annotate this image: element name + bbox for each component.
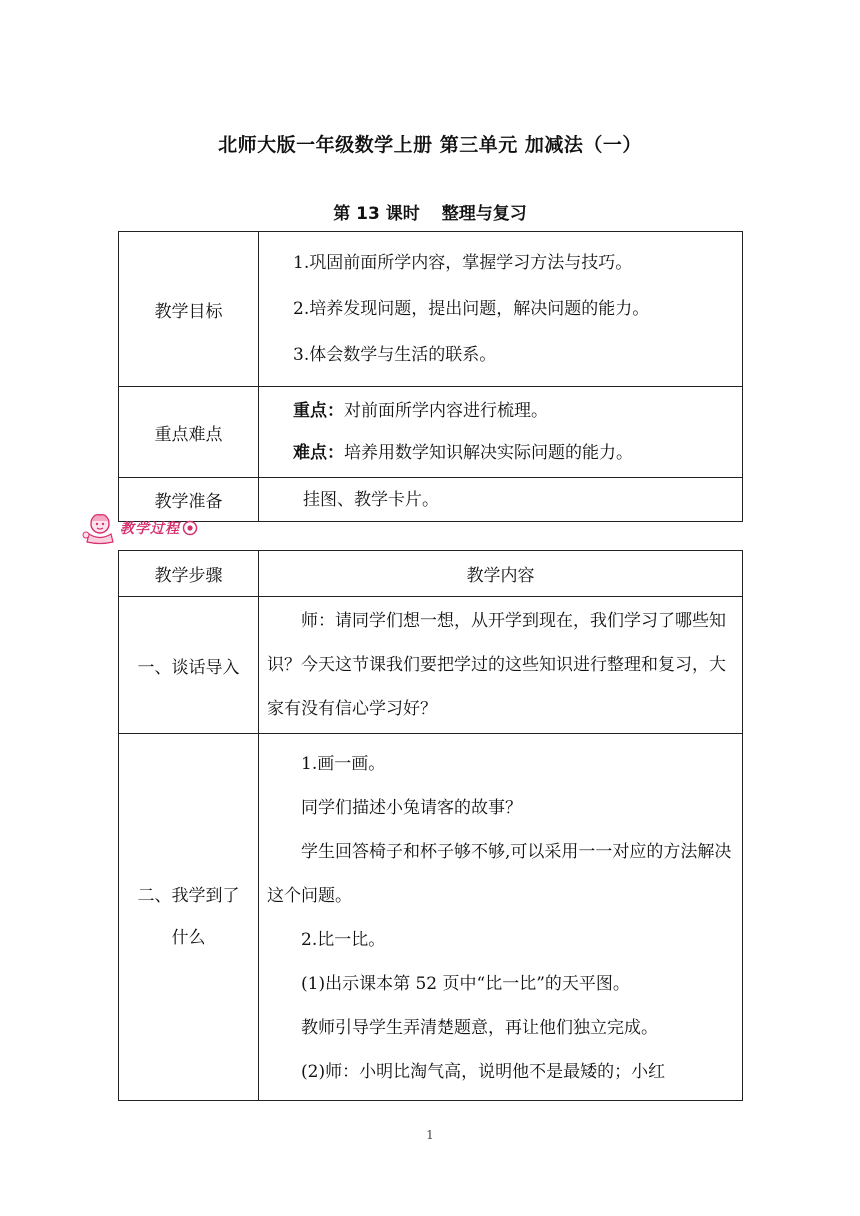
key-point-text: 对前面所学内容进行梳理。 (344, 401, 548, 421)
lesson-number: 第 13 课时 (333, 204, 420, 224)
step2-content (259, 734, 743, 1101)
goals-label: 教学目标 (119, 232, 259, 387)
step2-paragraph: 2.比一比。 (301, 930, 386, 950)
overview-table (118, 231, 743, 522)
step2-label-line2: 什么 (171, 928, 206, 948)
difficulty-point (259, 432, 738, 474)
step1-content (259, 597, 743, 734)
step1-label: 一、谈话导入 (119, 597, 259, 734)
cartoon-child-icon (80, 511, 120, 545)
step2-label (119, 734, 259, 1101)
goal-item: 3.体会数学与生活的联系。 (293, 345, 497, 365)
goals-cell (259, 232, 743, 387)
lesson-heading (0, 199, 860, 224)
goal-item: 1.巩固前面所学内容，掌握学习方法与技巧。 (293, 253, 633, 273)
step2-paragraph: 学生回答椅子和杯子够不够,可以采用一一对应的方法解决这个问题。 (267, 842, 732, 906)
step2-paragraph: 1.画一画。 (301, 754, 386, 774)
badge-label: 教学过程 (120, 521, 180, 537)
step1-text: 师：请同学们想一想，从开学到现在，我们学习了哪些知识？今天这节课我们要把学过的这些知识进行整理和复习，大家有没有信心学习好？ (267, 611, 726, 719)
process-table (118, 550, 743, 1101)
content-column-header: 教学内容 (259, 551, 743, 597)
step-column-header: 教学步骤 (119, 551, 259, 597)
goal-item: 2.培养发现问题，提出问题，解决问题的能力。 (293, 299, 650, 319)
key-point-tag: 重点： (293, 401, 344, 421)
step2-paragraph: (2)师：小明比淘气高，说明他不是最矮的；小红 (301, 1062, 666, 1082)
key-difficulty-cell (259, 387, 743, 478)
difficulty-tag: 难点： (293, 443, 344, 463)
difficulty-text: 培养用数学知识解决实际问题的能力。 (344, 443, 633, 463)
step2-paragraph: 同学们描述小兔请客的故事？ (301, 798, 522, 818)
step2-paragraph: (1)出示课本第 52 页中“比一比”的天平图。 (301, 974, 630, 994)
key-point (259, 390, 738, 432)
page-number: 1 (426, 1128, 434, 1142)
prep-label: 教学准备 (119, 478, 259, 522)
key-difficulty-label: 重点难点 (119, 387, 259, 478)
prep-cell (259, 478, 743, 522)
prep-text: 挂图、教学卡片。 (303, 489, 439, 510)
step2-label-line1: 二、我学到了 (137, 886, 240, 906)
document-title: 北师大版一年级数学上册 第三单元 加减法（一） (218, 134, 642, 156)
lesson-name: 整理与复习 (441, 204, 527, 224)
step2-paragraph: 教师引导学生弄清楚题意，再让他们独立完成。 (301, 1018, 658, 1038)
teaching-process-badge (80, 511, 198, 545)
target-icon (182, 520, 198, 536)
